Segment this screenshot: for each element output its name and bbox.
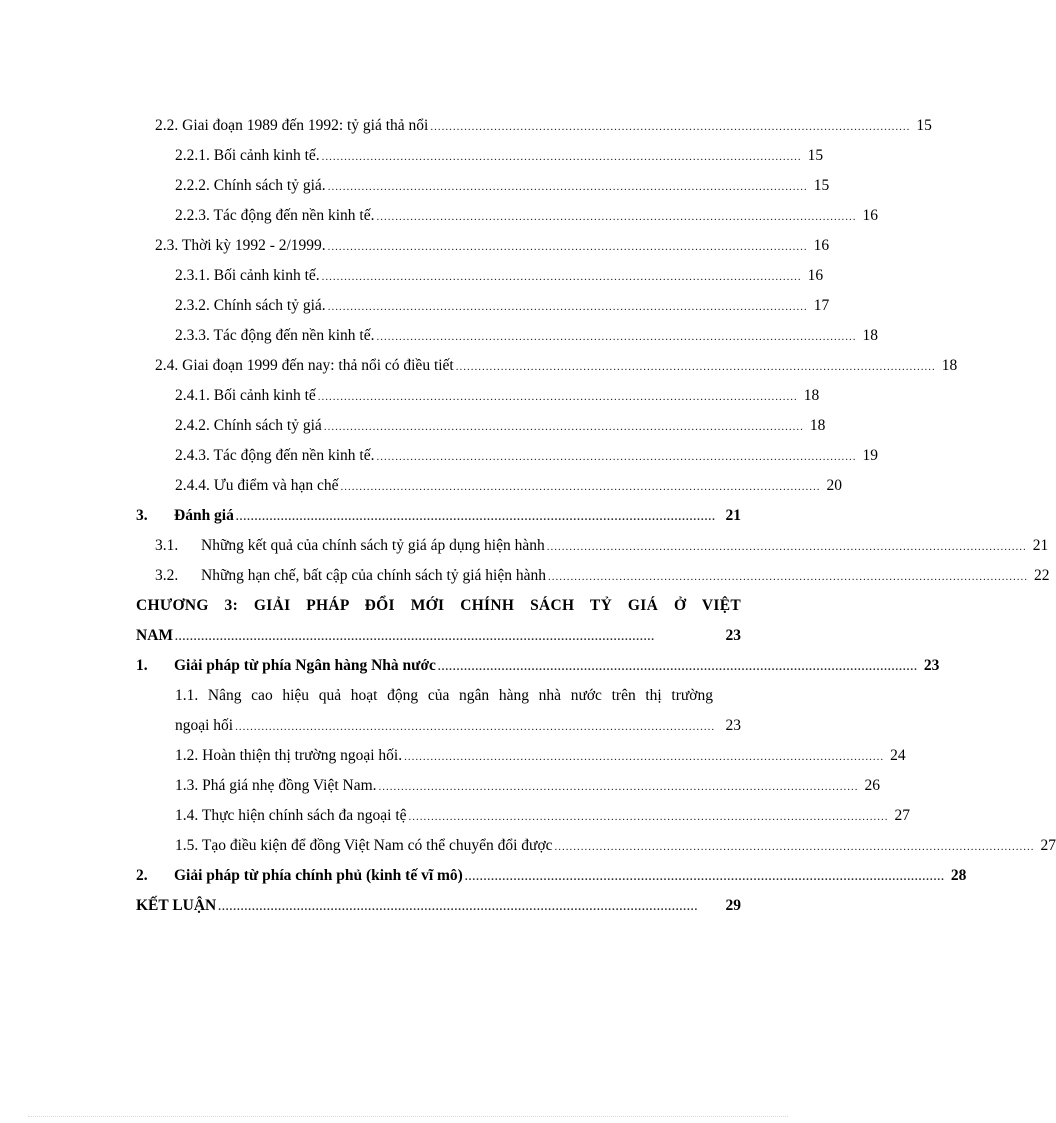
dot-leader: ................................................................................................................................ (218, 901, 699, 913)
toc-entry-label: 2.3.2. Chính sách tỷ giá. (175, 297, 326, 314)
dot-leader: ................................................................................................................................ (327, 301, 808, 313)
dot-leader: ................................................................................................................................ (546, 541, 1027, 553)
toc-entry-label: 2.3. Thời kỳ 1992 - 2/1999. (155, 237, 326, 254)
toc-entry-label: KẾT LUẬN (136, 897, 217, 914)
toc-page-number: 15 (813, 177, 830, 194)
toc-entry (175, 296, 830, 317)
toc-page-number: 28 (950, 867, 967, 884)
page-bottom-rule (28, 1116, 788, 1117)
toc-page-number: 15 (916, 117, 932, 134)
dot-leader: ................................................................................................................................ (321, 271, 802, 283)
toc-page-number: 18 (809, 417, 826, 434)
toc-page-number: 15 (807, 147, 824, 164)
dot-leader: ................................................................................................................................ (175, 631, 656, 643)
toc-entry (155, 236, 830, 257)
dot-leader: ................................................................................................................................ (430, 121, 911, 133)
toc-entry-label: 1.1. Nâng cao hiệu quả hoạt động của ngân hàng nhà nước trên thị trường (175, 687, 713, 704)
toc-section-entry (136, 866, 967, 887)
dot-leader: ................................................................................................................................ (378, 781, 859, 793)
toc-chapter-heading: CHƯƠNG 3: GIẢI PHÁP ĐỔI MỚI CHÍNH SÁCH TỶ GIÁ Ở VIỆT (136, 597, 741, 614)
dot-leader: ................................................................................................................................ (404, 751, 885, 763)
toc-entry (155, 566, 1050, 587)
toc-entry-label: 2.2.1. Bối cảnh kinh tế. (175, 147, 320, 164)
toc-entry-label: 2.4.4. Ưu điểm và hạn chế (175, 477, 339, 494)
toc-section-number: 2. (136, 867, 148, 884)
toc-entry (175, 176, 830, 197)
toc-entry-label: 2.2.2. Chính sách tỷ giá. (175, 177, 326, 194)
toc-entry-label: 2.4.1. Bối cảnh kinh tế (175, 387, 316, 404)
toc-page-number: 29 (725, 897, 741, 914)
toc-entry (175, 776, 881, 797)
toc-entry (175, 716, 741, 737)
toc-section-number: 1. (136, 657, 148, 674)
toc-entry-label: Giải pháp từ phía chính phủ (kinh tế vĩ mô) (174, 867, 463, 884)
toc-section-entry (136, 656, 940, 677)
toc-page-number: 17 (813, 297, 830, 314)
toc-entry-label: 2.2.3. Tác động đến nền kinh tế. (175, 207, 375, 224)
dot-leader: ................................................................................................................................ (376, 451, 857, 463)
toc-entry (175, 806, 911, 827)
dot-leader: ................................................................................................................................ (327, 181, 808, 193)
dot-leader: ................................................................................................................................ (554, 841, 1035, 853)
dot-leader: ................................................................................................................................ (547, 571, 1028, 583)
toc-entry-label: Những kết quả của chính sách tỷ giá áp dụng hiện hành (201, 537, 545, 554)
dot-leader: ................................................................................................................................ (327, 241, 808, 253)
toc-page-number: 16 (807, 267, 824, 284)
dot-leader: ................................................................................................................................ (321, 151, 802, 163)
toc-page-number: 19 (862, 447, 878, 464)
toc-page-number: 18 (862, 327, 878, 344)
toc-entry-label: 2.4. Giai đoạn 1999 đến nay: thả nổi có điều tiết (155, 357, 454, 374)
toc-entry-label: Đánh giá (174, 507, 234, 524)
toc-conclusion-entry (136, 896, 741, 917)
dot-leader: ................................................................................................................................ (455, 361, 936, 373)
toc-page-number: 23 (923, 657, 940, 674)
toc-entry-label: Những hạn chế, bất cập của chính sách tỷ giá hiện hành (201, 567, 546, 584)
toc-entry-label: 2.4.2. Chính sách tỷ giá (175, 417, 322, 434)
dot-leader: ................................................................................................................................ (376, 211, 857, 223)
toc-entry-label: 2.2. Giai đoạn 1989 đến 1992: tỷ giá thả nổi (155, 117, 429, 134)
dot-leader: ................................................................................................................................ (464, 871, 945, 883)
toc-entry-label: 2.4.3. Tác động đến nền kinh tế. (175, 447, 375, 464)
toc-page-number: 26 (864, 777, 881, 794)
toc-page-number: 21 (1032, 537, 1049, 554)
toc-entry-label: ngoại hối (175, 717, 234, 734)
toc-page-number: 18 (803, 387, 820, 404)
toc-entry-label: Giải pháp từ phía Ngân hàng Nhà nước (174, 657, 436, 674)
toc-page-number: 23 (725, 627, 741, 644)
toc-entry-label: NAM (136, 627, 174, 644)
toc-entry (175, 446, 878, 467)
toc-entry (175, 476, 843, 497)
toc-entry (155, 116, 932, 137)
toc-entry-label: 2.3.1. Bối cảnh kinh tế. (175, 267, 320, 284)
toc-page-number: 20 (826, 477, 843, 494)
toc-page-number: 21 (725, 507, 741, 524)
toc-entry (155, 356, 958, 377)
toc-page-number: 27 (1040, 837, 1056, 854)
toc-entry (155, 536, 1049, 557)
toc-page-number: 27 (894, 807, 911, 824)
toc-entry (175, 746, 906, 767)
dot-leader: ................................................................................................................................ (340, 481, 821, 493)
toc-section-entry (136, 506, 741, 527)
toc-entry-label: 1.2. Hoàn thiện thị trường ngoại hối. (175, 747, 403, 764)
dot-leader: ................................................................................................................................ (235, 511, 716, 523)
toc-page-number: 22 (1033, 567, 1050, 584)
toc-page-number: 18 (941, 357, 958, 374)
toc-entry (175, 836, 1056, 857)
toc-page-number: 23 (725, 717, 741, 734)
toc-entry (175, 416, 826, 437)
dot-leader: ................................................................................................................................ (323, 421, 804, 433)
toc-entry-label: 1.5. Tạo điều kiện để đồng Việt Nam có thể chuyển đổi được (175, 837, 553, 854)
toc-page-number: 24 (890, 747, 906, 764)
toc-section-number: 3.1. (155, 537, 179, 554)
toc-entry (175, 326, 878, 347)
toc-entry (175, 386, 820, 407)
toc-entry-label: 1.4. Thực hiện chính sách đa ngoại tệ (175, 807, 407, 824)
toc-entry-label: 1.3. Phá giá nhẹ đồng Việt Nam. (175, 777, 377, 794)
toc-entry-label: 2.3.3. Tác động đến nền kinh tế. (175, 327, 375, 344)
toc-section-number: 3.2. (155, 567, 179, 584)
toc-section-number: 3. (136, 507, 148, 524)
toc-entry (175, 266, 824, 287)
dot-leader: ................................................................................................................................ (376, 331, 857, 343)
toc-chapter-entry (136, 626, 741, 647)
dot-leader: ................................................................................................................................ (317, 391, 798, 403)
dot-leader: ................................................................................................................................ (235, 721, 716, 733)
toc-page-number: 16 (813, 237, 830, 254)
dot-leader: ................................................................................................................................ (437, 661, 918, 673)
toc-page-number: 16 (862, 207, 878, 224)
toc-entry (175, 206, 878, 227)
dot-leader: ................................................................................................................................ (408, 811, 889, 823)
toc-entry (175, 146, 824, 167)
